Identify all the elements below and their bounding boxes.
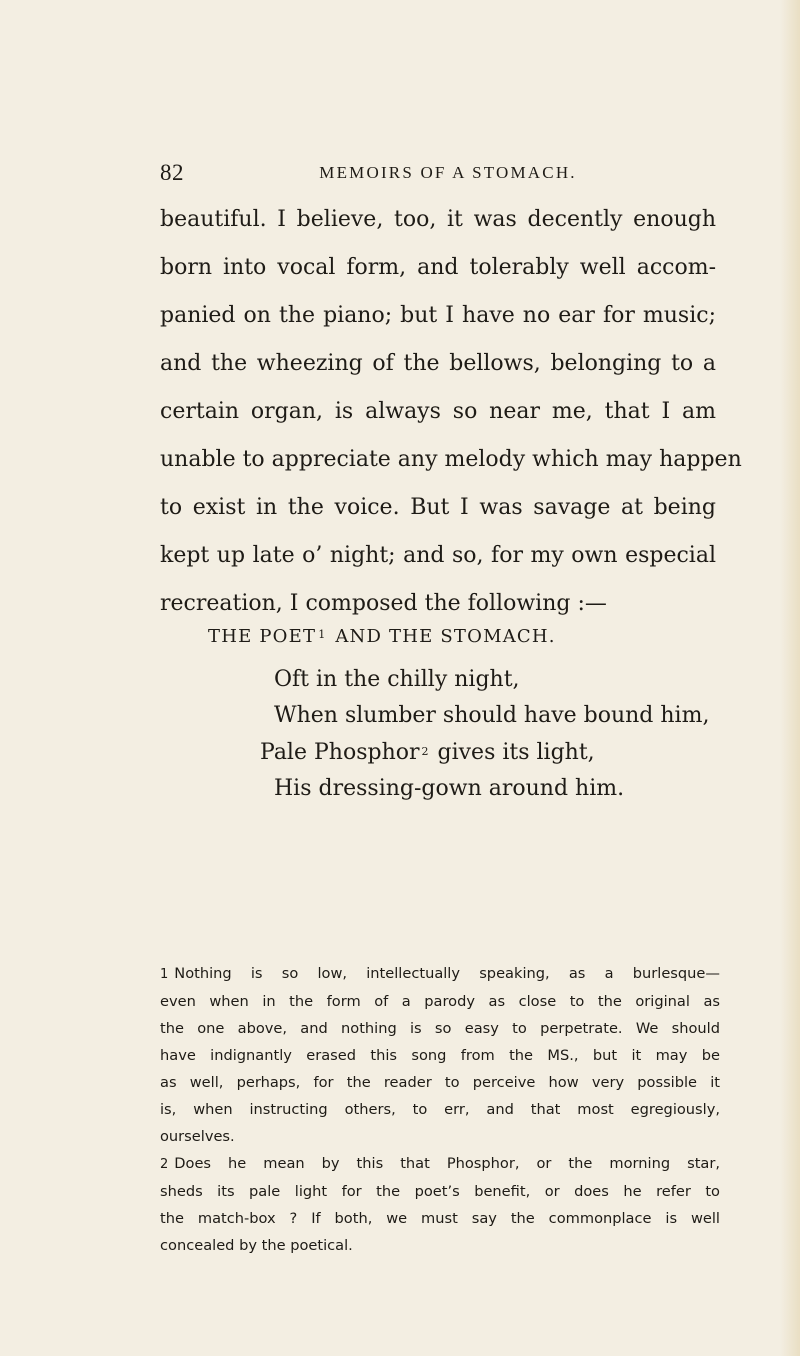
footnote-line: is, when instructing others, to err, and that most egregiously, bbox=[160, 1101, 720, 1118]
body-line: beautiful. I believe, too, it was decently enough bbox=[160, 207, 716, 232]
poem-line: His dressing-gown around him. bbox=[274, 776, 625, 801]
body-line: born into vocal form, and tolerably well accom- bbox=[160, 255, 716, 280]
footnote-line: the match-box ? If both, we must say the commonplace is well bbox=[160, 1210, 720, 1227]
body-line: kept up late o’ night; and so, for my own especial bbox=[160, 543, 716, 568]
body-line: unable to appreciate any melody which may happen bbox=[160, 447, 742, 472]
poem-title-text: THE POET bbox=[208, 626, 317, 647]
footnote-line: concealed by the poetical. bbox=[160, 1237, 353, 1254]
footnote-line: sheds its pale light for the poet’s benefit, or does he refer to bbox=[160, 1183, 720, 1200]
footnote-line bbox=[160, 1150, 720, 1178]
poem-line: Oft in the chilly night, bbox=[274, 667, 520, 692]
body-line: to exist in the voice. But I was savage at being bbox=[160, 495, 716, 520]
footnote-line: ourselves. bbox=[160, 1128, 235, 1145]
footnote-line bbox=[160, 960, 720, 988]
footnote-line: as well, perhaps, for the reader to perceive how very possible it bbox=[160, 1074, 720, 1091]
page-header bbox=[160, 160, 720, 190]
footnote-number: 2 bbox=[160, 1157, 169, 1172]
footnote-number: 1 bbox=[160, 967, 169, 982]
poem-line bbox=[260, 734, 720, 771]
body-line: and the wheezing of the bellows, belonging to a bbox=[160, 351, 716, 376]
footnote-text: Does he mean by this that Phosphor, or the morning star, bbox=[174, 1155, 720, 1172]
footnote-line: have indignantly erased this song from the MS., but it may be bbox=[160, 1047, 720, 1064]
page-number: 82 bbox=[160, 160, 184, 185]
footnote-reference: 1 bbox=[318, 628, 327, 641]
poem-line-text: gives its light, bbox=[437, 740, 595, 765]
poem-line: When slumber should have bound him, bbox=[274, 703, 710, 728]
footnote-line: the one above, and nothing is so easy to perpetrate. We should bbox=[160, 1020, 720, 1037]
body-line: certain organ, is always so near me, that I am bbox=[160, 399, 716, 424]
body-line: recreation, I composed the following :— bbox=[160, 591, 607, 616]
poem-stanza bbox=[260, 662, 720, 807]
running-head: MEMOIRS OF A STOMACH. bbox=[319, 163, 577, 182]
footnote-line: even when in the form of a parody as close to the original as bbox=[160, 993, 720, 1010]
poem-line-text: Pale Phosphor bbox=[260, 740, 420, 765]
body-line: panied on the piano; but I have no ear for music; bbox=[160, 303, 716, 328]
footnotes bbox=[160, 960, 720, 1259]
footnote-text: Nothing is so low, intellectually speaking, as a burlesque— bbox=[174, 965, 720, 982]
footnote-reference: 2 bbox=[421, 745, 429, 758]
poem-title-text: AND THE STOMACH. bbox=[335, 626, 556, 647]
body-paragraph bbox=[160, 196, 742, 628]
poem-title bbox=[208, 626, 688, 647]
